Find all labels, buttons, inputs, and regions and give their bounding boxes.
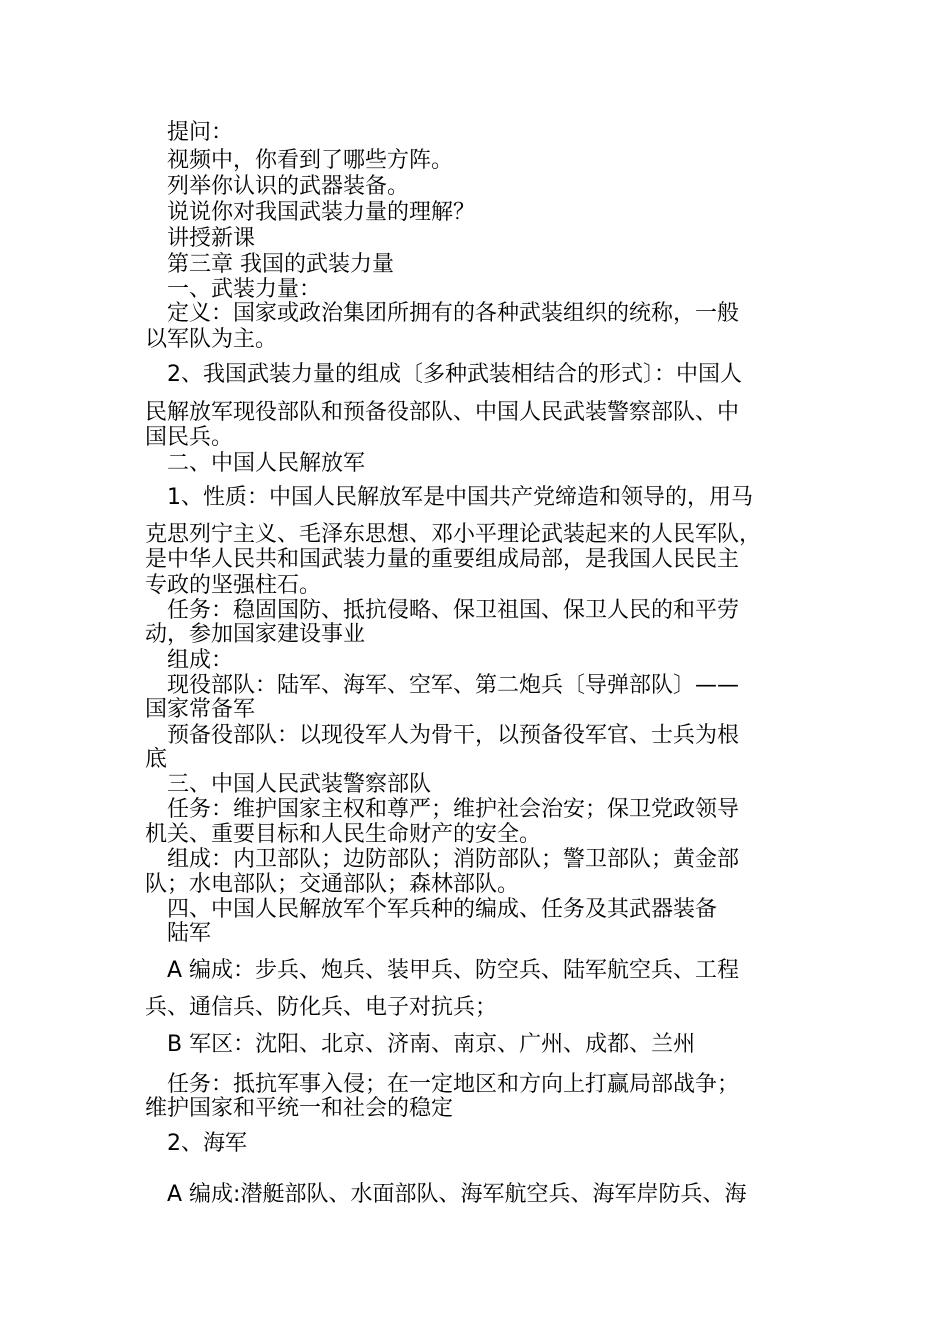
text-line: 1、性质：中国人民解放军是中国共产党缔造和领导的，用马: [167, 485, 753, 510]
section-heading: 一、武装力量：: [167, 277, 322, 302]
text-line: 组成：: [167, 648, 234, 673]
text-line: 2、我国武装力量的组成〔多种武装相结合的形式〕：中国人: [167, 362, 742, 387]
text-line: 民解放军现役部队和预备役部队、中国人民武装警察部队、中: [145, 400, 740, 425]
text-line: A 编成：步兵、炮兵、装甲兵、防空兵、陆军航空兵、工程: [167, 958, 740, 983]
text-line: 提问：: [167, 120, 234, 145]
text-line: 说说你对我国武装力量的理解？: [167, 200, 476, 225]
text-line: 克思列宁主义、毛泽东思想、邓小平理论武装起来的人民军队，: [145, 522, 762, 547]
section-heading: 四、中国人民解放军个军兵种的编成、任务及其武器装备: [167, 897, 718, 922]
text-line: 任务：稳固国防、抵抗侵略、保卫祖国、保卫人民的和平劳: [167, 598, 740, 623]
text-line: 国民兵。: [145, 425, 234, 450]
text-line: 动，参加国家建设事业: [145, 622, 366, 647]
text-line: 以军队为主。: [145, 327, 278, 352]
text-line: 视频中，你看到了哪些方阵。: [167, 148, 454, 173]
text-line: A 编成:潜艇部队、水面部队、海军航空兵、海军岸防兵、海: [167, 1182, 747, 1207]
text-line: 机关、重要目标和人民生命财产的安全。: [145, 822, 542, 847]
text-line: 组成：内卫部队；边防部队；消防部队；警卫部队；黄金部: [167, 847, 740, 872]
text-line: 讲授新课: [167, 226, 256, 251]
text-line: B 军区：沈阳、北京、济南、南京、广州、成都、兰州: [167, 1032, 696, 1057]
text-line: 底: [145, 747, 168, 772]
text-line: 专政的坚强柱石。: [145, 573, 322, 598]
section-heading: 三、中国人民武装警察部队: [167, 772, 432, 797]
text-line: 预备役部队：以现役军人为骨干，以预备役军官、士兵为根: [167, 723, 740, 748]
text-line: 任务：抵抗军事入侵；在一定地区和方向上打赢局部战争；: [167, 1072, 740, 1097]
text-line: 队；水电部队；交通部队；森林部队。: [145, 872, 520, 897]
text-line: 兵、通信兵、防化兵、电子对抗兵；: [145, 995, 498, 1020]
text-line: 陆军: [167, 921, 212, 946]
text-line: 2、海军: [167, 1131, 247, 1156]
chapter-heading: 第三章 我国的武装力量: [167, 252, 394, 277]
text-line: 任务：维护国家主权和尊严；维护社会治安；保卫党政领导: [167, 797, 740, 822]
text-line: 定义：国家或政治集团所拥有的各种武装组织的统称，一般: [167, 301, 740, 326]
text-line: 列举你认识的武器装备。: [167, 174, 410, 199]
text-line: 是中华人民共和国武装力量的重要组成局部，是我国人民民主: [145, 547, 740, 572]
text-line: 现役部队：陆军、海军、空军、第二炮兵〔导弹部队〕——: [167, 673, 740, 698]
text-line: 国家常备军: [145, 697, 256, 722]
section-heading: 二、中国人民解放军: [167, 451, 366, 476]
text-line: 维护国家和平统一和社会的稳定: [145, 1096, 454, 1121]
